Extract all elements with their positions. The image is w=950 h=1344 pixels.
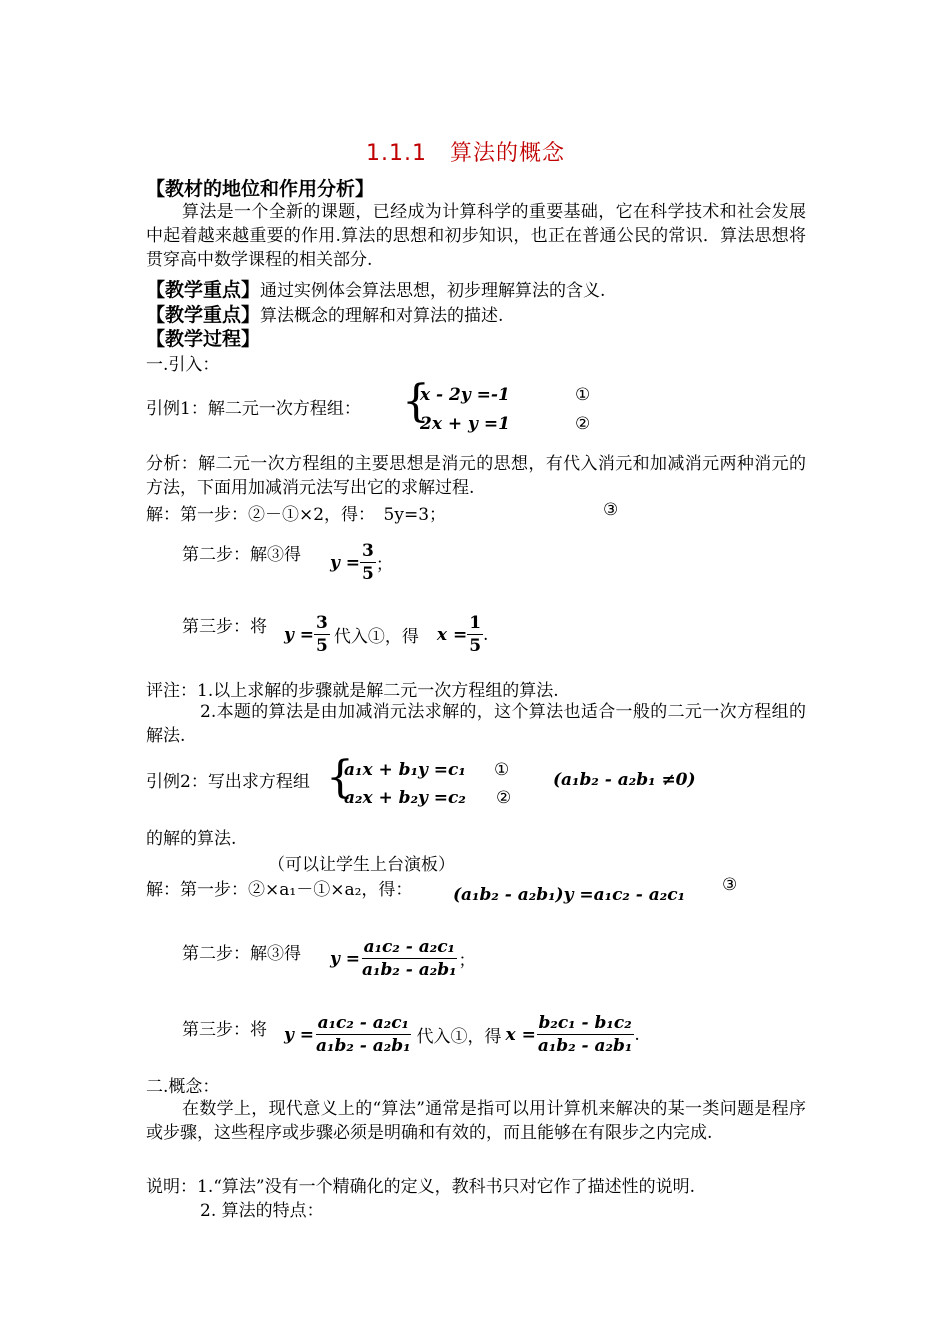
ex2-step1-label: 解：第一步：②×a₁－①×a₂，得： [146,880,413,900]
semicolon: ； [375,555,393,575]
fraction-denominator: a₁b₂ - a₂b₁ [316,1036,411,1056]
concept-paragraph: 在数学上，现代意义上的“算法”通常是指可以用计算机来解决的某一类问题是程序或步骤，这些程序或步骤必须是明确和有效的，而且能够在有限步之内完成. [146,1099,806,1143]
ex2-tail: 的解的算法. [146,829,237,849]
part2-heading: 二.概念： [146,1077,220,1097]
fraction-numerator: 1 [469,613,482,633]
equation-marker-1: ① [494,760,510,780]
equation-marker-3: ③ [603,500,619,520]
focus-line-1 [146,275,605,302]
ex1-equation-1: x - 2y =-1 [420,385,510,405]
ex2-condition: (a₁b₂ - a₂b₁ ≠0) [553,770,696,790]
ex2-step3-mid: 代入①，得 [416,1027,502,1047]
comment-2: 2.本题的算法是由加减消元法求解的，这个算法也适合一般的二元一次方程组的解法. [146,702,806,746]
ex1-equation-2: 2x + y =1 [420,414,510,434]
section-heading-analysis: 【教材的地位和作用分析】 [146,178,375,200]
equation-marker-3: ③ [722,875,738,895]
fraction-numerator: b₂c₁ - b₁c₂ [538,1013,632,1033]
period: . [634,1024,640,1045]
focus-text: 通过实例体会算法思想，初步理解算法的含义. [260,281,606,301]
focus-line-2 [146,300,503,327]
ex2-step3-formula [284,1012,640,1057]
fraction-numerator: 3 [316,613,328,633]
ex2-step1-equation: (a₁b₂ - a₂b₁)y =a₁c₂ - a₂c₁ [453,885,686,905]
fraction [314,612,330,657]
focus-label: 【教学重点】 [146,279,261,301]
ex2-equation-2: a₂x + b₂y =c₂ [344,788,466,808]
ex2-note: （可以让学生上台演板） [268,855,455,875]
fraction-denominator: a₁b₂ - a₂b₁ [362,960,457,980]
fraction [314,1012,412,1057]
fraction-numerator: a₁c₂ - a₂c₁ [363,937,455,957]
ex1-analysis: 分析：解二元一次方程组的主要思想是消元的思想，有代入消元和加减消元两种消元的方法，下面用加减消元法写出它的求解过程. [146,454,806,498]
ex1-step3-mid: 代入①，得 [333,627,419,647]
fraction-numerator: a₁c₂ - a₂c₁ [317,1013,409,1033]
fraction [536,1012,634,1057]
analysis-paragraph: 算法是一个全新的课题，已经成为计算科学的重要基础，它在科学技术和社会发展中起着越来越重要的作用.算法的思想和初步知识，也正在普通公民的常识．算法思想将贯穿高中数学课程的相关部分. [146,202,806,270]
ex1-label: 引例1：解二元一次方程组： [146,399,361,419]
y-equals: y = [284,624,315,645]
comment-1: 评注：1.以上求解的步骤就是解二元一次方程组的算法. [146,681,559,701]
equation-marker-2: ② [496,788,512,808]
left-brace: { [402,376,430,427]
fraction-denominator: a₁b₂ - a₂b₁ [537,1036,633,1056]
note-1: 说明：1.“算法”没有一个精确化的定义，教科书只对它作了描述性的说明. [146,1177,696,1197]
fraction-numerator: 3 [362,541,374,561]
note-2: 2. 算法的特点： [200,1201,324,1221]
fraction [467,612,483,657]
period: . [483,624,489,645]
fraction-denominator: 5 [469,636,482,656]
ex2-step2-label: 第二步：解③得 [182,944,301,964]
y-equals: y = [330,552,361,573]
ex2-equation-1: a₁x + b₁y =c₁ [344,760,466,780]
equation-marker-1: ① [575,385,591,405]
fraction-denominator: 5 [362,564,374,584]
ex2-step3-label: 第三步：将 [182,1020,267,1040]
ex2-step2-formula [330,936,476,981]
left-brace: { [326,752,354,803]
process-heading: 【教学过程】 [146,328,261,350]
part1-heading: 一.引入： [146,355,220,375]
fraction [360,540,376,585]
ex1-step1: 解：第一步：②－①×2，得： 5y=3； [146,505,447,525]
focus-text: 算法概念的理解和对算法的描述. [260,306,504,326]
ex1-step2-formula [330,540,393,585]
page-title: 1.1.1 算法的概念 [366,141,565,166]
equation-marker-2: ② [575,414,591,434]
fraction-denominator: 5 [316,636,328,656]
fraction [360,936,458,981]
semicolon: ； [458,951,476,971]
ex1-step3-formula [284,612,488,657]
ex1-step2-label: 第二步：解③得 [182,545,301,565]
y-equals: y = [284,1024,315,1045]
ex1-step3-label: 第三步：将 [182,617,267,637]
ex2-label: 引例2：写出求方程组 [146,772,310,792]
x-equals: x = [436,624,468,645]
y-equals: y = [330,948,361,969]
focus-label: 【教学重点】 [146,304,261,326]
x-equals: x = [505,1024,536,1045]
